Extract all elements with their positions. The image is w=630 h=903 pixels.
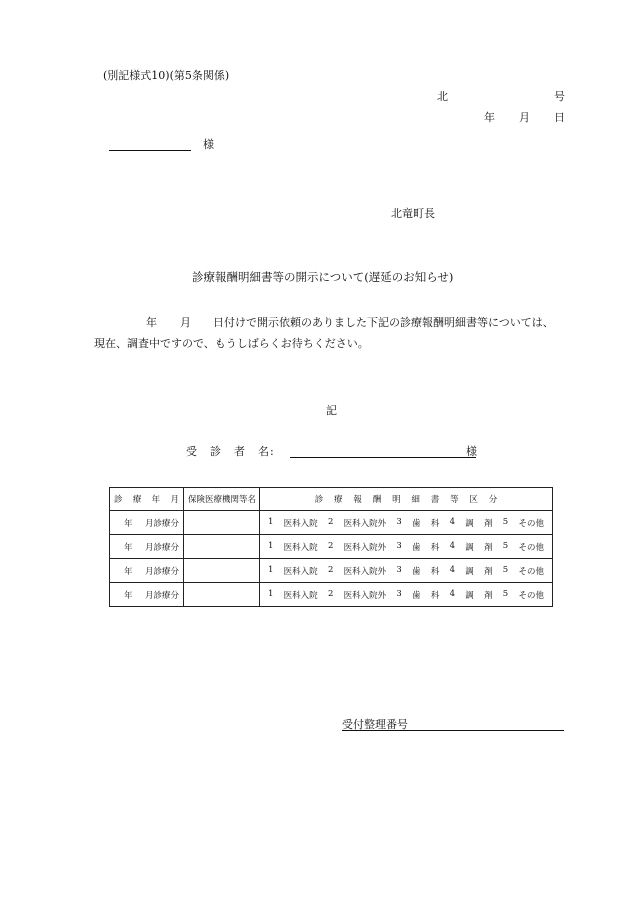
category-text: 調 — [465, 518, 474, 529]
body-line1: 日付けで開示依頼のありました下記の診療報酬明細書等については、 — [213, 316, 554, 329]
details-table — [109, 487, 553, 607]
header-institution: 保険医療機関等名 — [184, 488, 260, 511]
category-text: その他 — [518, 518, 544, 529]
form-label: (別記様式10)(第5条関係) — [103, 69, 230, 82]
recipient-name-line[interactable] — [109, 150, 191, 151]
patient-honorific: 様 — [466, 445, 477, 458]
category-text: 2 — [327, 540, 334, 551]
category-text: 科 — [430, 518, 440, 529]
header-treatment-month — [110, 488, 184, 511]
table-header-row — [110, 488, 553, 511]
patient-name-label: 受 診 者 名: — [186, 445, 275, 458]
category-text: 医科入院 — [283, 518, 318, 529]
category-text: 科 — [430, 566, 440, 577]
category-text: 5 — [502, 516, 509, 527]
header-char: 細 — [411, 495, 420, 505]
category-text: 歯 — [412, 566, 421, 577]
body-line2: 現在、調査中ですので、もうしばらくお待ちください。 — [94, 337, 369, 350]
date-year: 年 — [484, 111, 495, 124]
category-cell[interactable] — [260, 511, 553, 535]
category-text: 4 — [449, 540, 455, 551]
category-text: 3 — [396, 588, 402, 599]
row-year: 年 — [124, 542, 133, 553]
category-cell[interactable] — [260, 583, 553, 607]
document-title: 診療報酬明細書等の開示について(遅延のお知らせ) — [192, 270, 454, 284]
treatment-month-cell[interactable] — [110, 559, 184, 583]
document-number-prefix: 北 — [437, 90, 448, 103]
treatment-month-cell[interactable] — [110, 511, 184, 535]
header-category — [260, 488, 553, 511]
receipt-number-label: 受付整理番号 — [342, 718, 408, 731]
body-year: 年 — [146, 316, 157, 329]
category-text: 1 — [268, 564, 274, 575]
institution-cell[interactable] — [184, 535, 260, 559]
header-char: 報 — [353, 495, 362, 505]
header-char: 年 — [151, 495, 161, 505]
category-text: 3 — [396, 564, 402, 575]
header-char: 分 — [488, 495, 498, 505]
treatment-month-cell[interactable] — [110, 583, 184, 607]
category-text: 歯 — [412, 518, 421, 529]
sender-name: 北竜町長 — [391, 207, 435, 220]
recipient-honorific: 様 — [203, 138, 214, 151]
category-text: 科 — [430, 590, 440, 601]
patient-name-line[interactable] — [290, 457, 476, 458]
body-month: 月 — [180, 316, 191, 329]
header-char: 診 — [314, 495, 324, 505]
receipt-number-line[interactable] — [342, 730, 564, 731]
header-char: 月 — [170, 495, 179, 505]
category-text: 剤 — [484, 566, 493, 577]
category-text: 医科入院 — [283, 590, 318, 601]
category-text: 剤 — [484, 518, 493, 529]
category-text: 歯 — [412, 542, 421, 553]
header-char: 明 — [392, 495, 401, 505]
table-row — [110, 535, 553, 559]
category-text: 2 — [327, 588, 334, 599]
category-text: 3 — [396, 516, 402, 527]
row-month: 月診療分 — [144, 542, 179, 553]
row-year: 年 — [124, 590, 133, 601]
row-month: 月診療分 — [144, 566, 179, 577]
header-char: 等 — [450, 495, 459, 505]
category-text: 2 — [327, 516, 334, 527]
category-text: 5 — [502, 564, 509, 575]
category-text: 4 — [449, 588, 455, 599]
ki-heading: 記 — [326, 404, 337, 417]
category-text: 医科入院 — [283, 566, 318, 577]
header-char: 書 — [430, 495, 440, 505]
category-text: 剤 — [484, 542, 493, 553]
category-text: 医科入院外 — [343, 590, 387, 601]
category-text: 歯 — [412, 590, 421, 601]
row-month: 月診療分 — [144, 590, 179, 601]
category-text: 医科入院 — [283, 542, 318, 553]
category-text: 1 — [268, 540, 274, 551]
row-month: 月診療分 — [144, 518, 179, 529]
date-month: 月 — [519, 111, 530, 124]
table-row — [110, 583, 553, 607]
category-text: 医科入院外 — [343, 542, 387, 553]
category-text: 4 — [449, 564, 455, 575]
date-day: 日 — [554, 111, 565, 124]
category-cell[interactable] — [260, 535, 553, 559]
institution-cell[interactable] — [184, 583, 260, 607]
row-year: 年 — [124, 518, 133, 529]
treatment-month-cell[interactable] — [110, 535, 184, 559]
category-text: 1 — [268, 516, 274, 527]
category-text: その他 — [518, 566, 544, 577]
table-row — [110, 511, 553, 535]
category-text: その他 — [518, 590, 544, 601]
category-text: 4 — [449, 516, 455, 527]
header-char: 療 — [132, 495, 142, 505]
header-char: 療 — [334, 495, 343, 505]
category-text: 2 — [327, 564, 334, 575]
header-char: 酬 — [372, 495, 382, 505]
category-text: 3 — [396, 540, 402, 551]
header-char: 診 — [114, 495, 123, 505]
category-cell[interactable] — [260, 559, 553, 583]
document-number-suffix: 号 — [554, 90, 565, 103]
category-text: 医科入院外 — [343, 566, 387, 577]
category-text: 1 — [268, 588, 274, 599]
category-text: 医科入院外 — [343, 518, 387, 529]
category-text: 調 — [465, 590, 474, 601]
header-char: 区 — [469, 495, 478, 505]
category-text: 剤 — [484, 590, 493, 601]
category-text: 5 — [502, 588, 509, 599]
category-text: 科 — [430, 542, 440, 553]
category-text: 5 — [502, 540, 509, 551]
category-text: 調 — [465, 542, 474, 553]
institution-cell[interactable] — [184, 511, 260, 535]
row-year: 年 — [124, 566, 133, 577]
category-text: その他 — [518, 542, 544, 553]
category-text: 調 — [465, 566, 474, 577]
institution-cell[interactable] — [184, 559, 260, 583]
table-row — [110, 559, 553, 583]
